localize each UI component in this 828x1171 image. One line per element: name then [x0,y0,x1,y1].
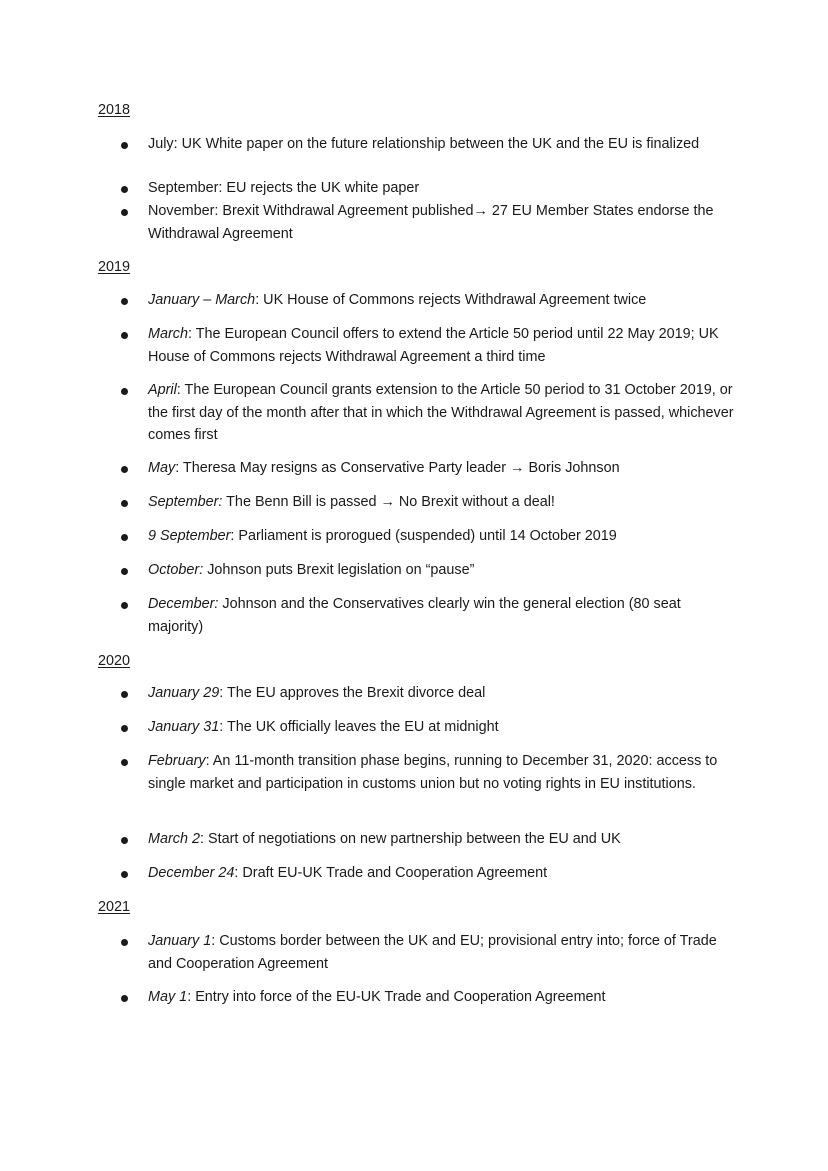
list-item: May: Theresa May resigns as Conservative Party leader → Boris Johnson [148,457,738,480]
list-item: September: EU rejects the UK white paper [148,177,738,200]
year-heading-2020: 2020 [98,653,131,669]
list-item: December: Johnson and the Conservatives clearly win the general election (80 seat majority) [148,593,738,638]
bullet-icon [121,332,128,339]
list-item: December 24: Draft EU-UK Trade and Cooperation Agreement [148,862,738,885]
bullet-icon [121,691,128,698]
bullet-icon [121,568,128,575]
bullet-icon [121,298,128,305]
year-heading-2018: 2018 [98,102,131,118]
list-item: 9 September: Parliament is prorogued (suspended) until 14 October 2019 [148,525,738,548]
list-item: November: Brexit Withdrawal Agreement published→ 27 EU Member States endorse the Withdrawal Agreement [148,200,738,245]
list-item: October: Johnson puts Brexit legislation on “pause” [148,559,738,582]
bullet-icon [121,837,128,844]
list-item: July: UK White paper on the future relationship between the UK and the EU is finalized [148,133,738,156]
bullet-icon [121,388,128,395]
bullet-icon [121,759,128,766]
year-heading-2019: 2019 [98,259,131,275]
bullet-icon [121,142,128,149]
year-heading-2021: 2021 [98,899,131,915]
bullet-icon [121,939,128,946]
bullet-icon [121,186,128,193]
bullet-icon [121,209,128,216]
bullet-icon [121,725,128,732]
list-item: January 29: The EU approves the Brexit divorce deal [148,682,738,705]
bullet-icon [121,602,128,609]
list-item: January 1: Customs border between the UK and EU; provisional entry into; force of Trade and Cooperation Agreement [148,930,738,975]
list-item: February: An 11-month transition phase begins, running to December 31, 2020: access to single market and participation in customs union but no voting rights in EU institutions. [148,750,738,795]
list-item: January 31: The UK officially leaves the EU at midnight [148,716,738,739]
bullet-icon [121,995,128,1002]
bullet-icon [121,466,128,473]
bullet-icon [121,871,128,878]
list-item: March: The European Council offers to extend the Article 50 period until 22 May 2019; UK House of Commons rejects Withdrawal Agreement a third time [148,323,738,368]
list-item: April: The European Council grants extension to the Article 50 period to 31 October 2019, or the first day of the month after that in which the Withdrawal Agreement is passed, whichever comes first [148,379,738,447]
list-item: January – March: UK House of Commons rejects Withdrawal Agreement twice [148,289,738,312]
bullet-icon [121,534,128,541]
list-item: May 1: Entry into force of the EU-UK Trade and Cooperation Agreement [148,986,738,1009]
bullet-icon [121,500,128,507]
list-item: September: The Benn Bill is passed → No Brexit without a deal! [148,491,738,514]
list-item: March 2: Start of negotiations on new partnership between the EU and UK [148,828,738,851]
